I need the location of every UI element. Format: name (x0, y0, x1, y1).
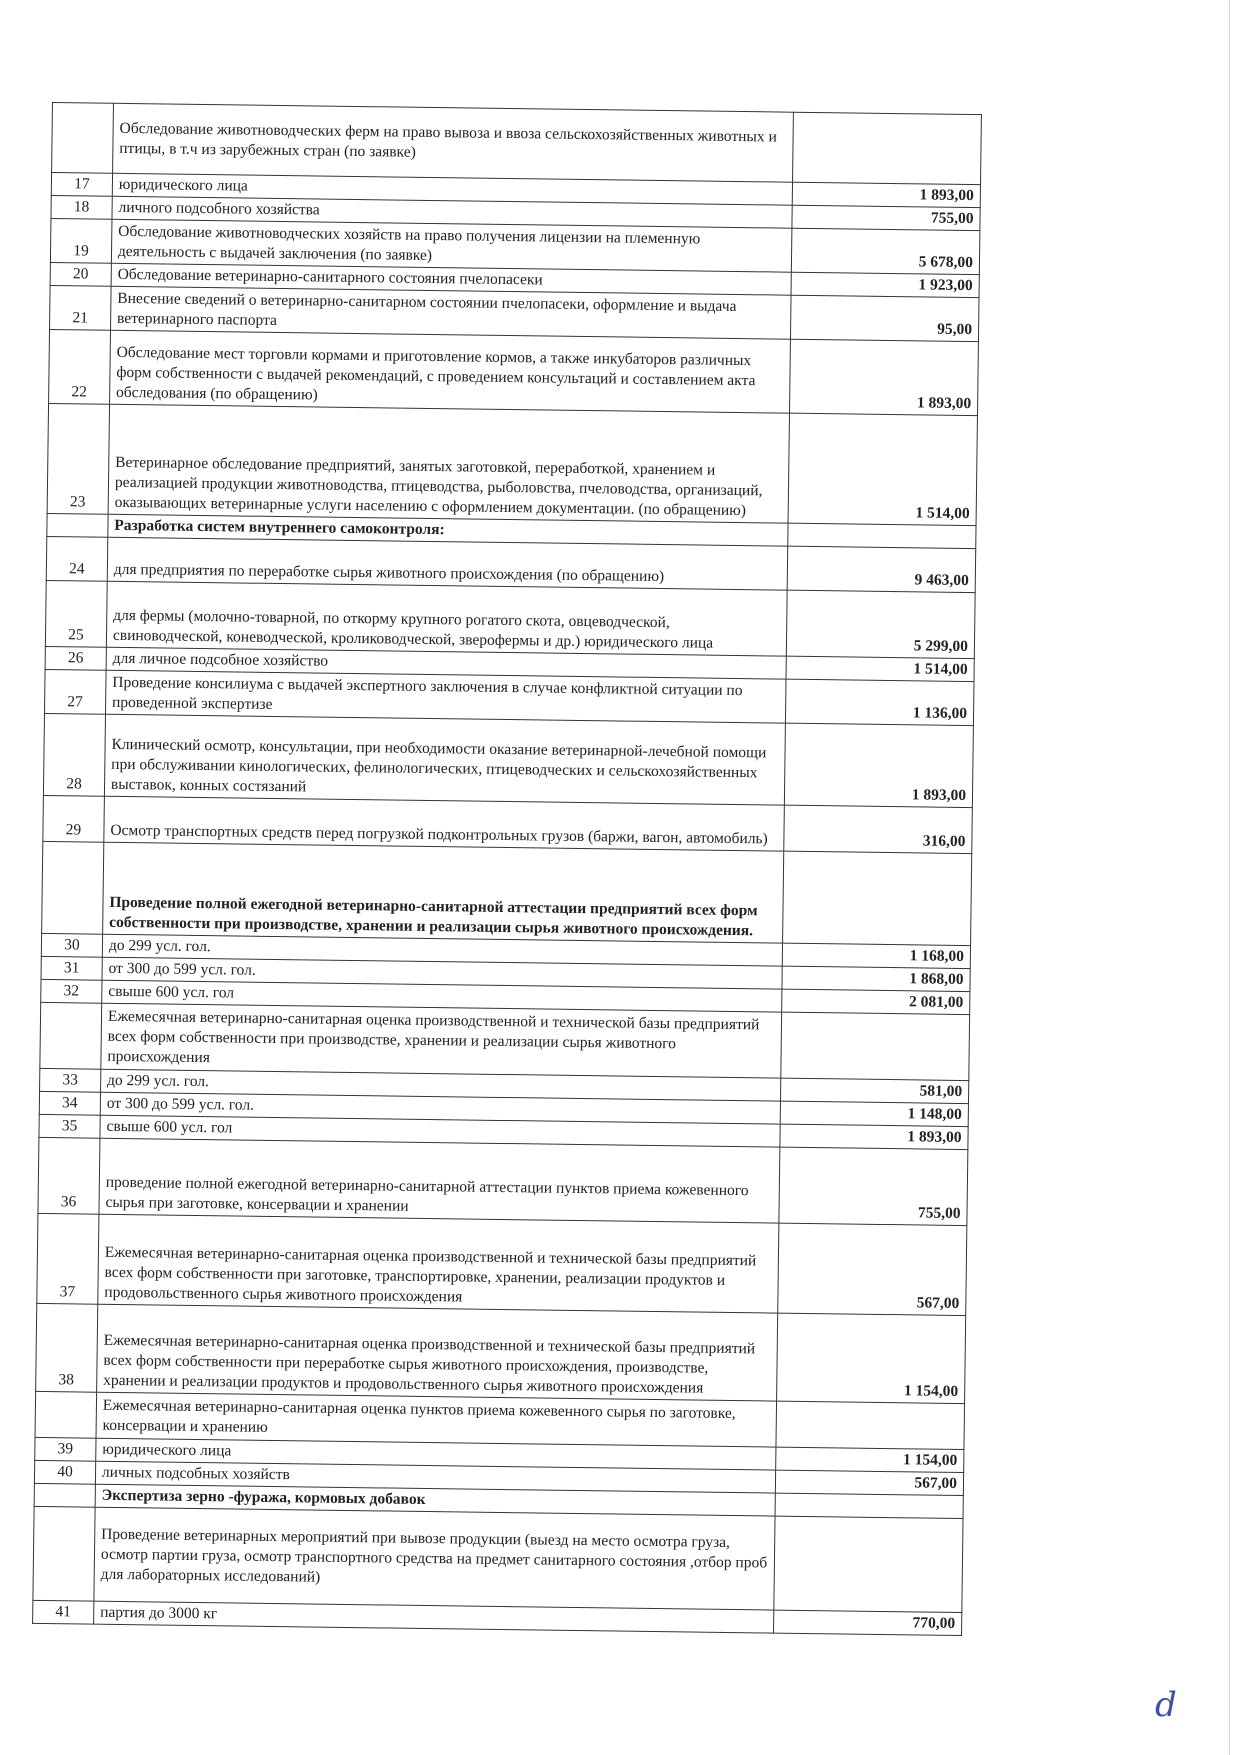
service-description: юридического лица (96, 1438, 776, 1470)
service-price: 1 893,00 (790, 339, 979, 415)
service-description: до 299 усл. гол. (102, 934, 782, 966)
table-row (43, 713, 973, 807)
row-number: 38 (36, 1303, 98, 1392)
service-price: 567,00 (776, 1470, 964, 1495)
service-description: Проведение полной ежегодной ветеринарно-санитарной аттестации предприятий всех форм собственности при производстве, хранении и реализации сырья животного происхождения. (103, 842, 784, 943)
table-row (36, 1303, 966, 1403)
service-description: Ветеринарное обследование предприятий, занятых заготовкой, переработкой, хранением и реализацией продукции животноводства, птицеводства, рыболовства, пчеловодства, организаций, оказывающих ветеринарные услуги населению с оформлением документации. (по обращению) (108, 404, 790, 523)
service-price (776, 1401, 964, 1449)
service-price: 9 463,00 (787, 546, 975, 592)
service-price (788, 523, 976, 548)
service-price (781, 1012, 970, 1080)
row-number: 18 (51, 195, 112, 219)
service-description: Обследование животноводческих ферм на право вывоза и ввоза сельскохозяйственных животных и птицы, в т.ч из зарубежных стран (по заявке) (112, 103, 793, 182)
service-price: 2 081,00 (782, 989, 970, 1014)
row-number (47, 513, 108, 537)
row-number: 17 (51, 173, 112, 197)
row-number: 36 (38, 1137, 100, 1214)
service-price: 1 868,00 (782, 966, 970, 991)
row-number (34, 1483, 95, 1507)
service-description: Обследование животноводческих хозяйств на право получения лицензии на племенную деятельность с выдачей заключения (по заявке) (111, 219, 792, 272)
service-price: 1 168,00 (782, 943, 970, 968)
service-description: Ежемесячная ветеринарно-санитарная оценка пунктов приема кожевенного сырья по заготовке, консервации и хранению (96, 1392, 777, 1447)
service-price: 1 893,00 (785, 723, 974, 807)
row-number: 29 (43, 795, 105, 842)
service-price: 770,00 (774, 1610, 962, 1635)
service-price: 1 154,00 (777, 1313, 966, 1403)
service-price (793, 112, 982, 184)
row-number: 39 (35, 1437, 96, 1461)
service-price: 1 514,00 (786, 656, 974, 681)
row-number: 37 (37, 1213, 99, 1304)
service-price: 1 136,00 (786, 679, 974, 725)
row-number: 21 (50, 285, 111, 330)
sheet-edge-line (1229, 0, 1230, 1755)
service-description: Проведение консилиума с выдачей экспертного заключения в случае конфликтной ситуации по проведенной экспертизе (105, 670, 786, 723)
row-number: 35 (39, 1114, 100, 1138)
service-description: личного подсобного хозяйства (112, 196, 792, 228)
row-number: 30 (41, 933, 102, 957)
service-price: 1 893,00 (792, 182, 980, 207)
table-row (49, 329, 979, 415)
service-description: Обследование мест торговли кормами и приготовление кормов, а также инкубаторов различных форм собственности с выдачей рекомендаций, с проведением консультаций и составлением акта обследования (по обращению) (109, 330, 790, 413)
row-number (42, 841, 104, 934)
table-row (40, 1002, 970, 1080)
row-number: 40 (34, 1460, 95, 1484)
service-description: Разработка систем внутреннего самоконтроля: (108, 514, 788, 546)
row-number: 20 (50, 262, 111, 286)
service-description: Внесение сведений о ветеринарно-санитарном состоянии пчелопасеки, оформление и выдача ветеринарного паспорта (110, 286, 791, 339)
service-description: Экспертиза зерно -фуража, кормовых добавок (95, 1484, 775, 1516)
service-price: 1 154,00 (776, 1447, 964, 1472)
service-price: 316,00 (784, 805, 972, 853)
row-number: 23 (47, 403, 109, 514)
service-description: проведение полной ежегодной ветеринарно-санитарной аттестации пунктов приема кожевенного сырья при заготовке, консервации и хранении (99, 1138, 780, 1223)
row-number (33, 1506, 95, 1601)
service-price (775, 1493, 963, 1518)
service-price: 567,00 (778, 1223, 967, 1315)
service-price (783, 851, 972, 945)
service-description: Осмотр транспортных средств перед погрузкой подконтрольных грузов (баржи, вагон, автомобиль) (104, 796, 785, 851)
row-number: 32 (41, 979, 102, 1003)
row-number: 33 (40, 1068, 101, 1092)
service-price: 581,00 (781, 1078, 969, 1103)
table-row (38, 1137, 968, 1225)
row-number: 26 (45, 646, 106, 670)
table-row (42, 841, 972, 945)
service-price: 1 893,00 (780, 1124, 968, 1149)
service-description: для предприятия по переработке сырья животного происхождения (по обращению) (107, 537, 788, 590)
service-description: до 299 усл. гол. (100, 1069, 780, 1101)
row-number: 24 (46, 536, 107, 581)
service-description: свыше 600 усл. гол (102, 980, 782, 1012)
row-number (40, 1002, 102, 1069)
service-price: 1 514,00 (788, 413, 977, 525)
service-description: свыше 600 усл. гол (100, 1115, 780, 1147)
service-price: 5 299,00 (786, 590, 975, 658)
row-number: 31 (41, 956, 102, 980)
service-description: Проведение ветеринарных мероприятий при вывозе продукции (выезд на место осмотра груза, осмотр партии груза, осмотр транспортного средства на предмет санитарного состояния ,отбор проб для лабораторных исследований) (94, 1507, 775, 1610)
handwritten-mark: d (1155, 1685, 1177, 1725)
service-description: Ежемесячная ветеринарно-санитарная оценка производственной и технической базы предприятий всех форм собственности при производстве, хранении и реализации сырья животного происхождения (101, 1003, 782, 1078)
service-description: Клинический осмотр, консультации, при необходимости оказание ветеринарной-лечебной помощи при обслуживании кинологических, фелинологических, птицеводческих и сельскохозяйственных выставок, конных состязаний (104, 714, 785, 805)
table-row (37, 1213, 967, 1315)
table-row (47, 403, 977, 525)
service-price: 755,00 (779, 1147, 968, 1225)
row-number: 22 (49, 329, 111, 404)
price-list-body (33, 103, 982, 1636)
service-description: для фермы (молочно-товарной, по откорму крупного рогатого скота, овцеводческой, свиноводческой, коневодческой, кролиководческой, зверофермы и др.) юридического лица (106, 581, 787, 656)
service-price: 95,00 (791, 295, 979, 341)
table-row (33, 1506, 963, 1612)
service-description: Ежемесячная ветеринарно-санитарная оценка производственной и технической базы предприятий всех форм собственности при заготовке, транспортировке, хранении, реализации продуктов и продовольственного сырья животного происхождения (98, 1214, 779, 1313)
row-number: 34 (39, 1091, 100, 1115)
service-description: партия до 3000 кг (93, 1601, 773, 1633)
table-row (45, 580, 975, 658)
row-number (35, 1391, 97, 1438)
row-number (52, 103, 114, 174)
service-price: 755,00 (792, 205, 980, 230)
row-number: 41 (33, 1600, 94, 1624)
service-description: Обследование ветеринарно-санитарного состояния пчелопасеки (111, 263, 791, 295)
table-row (52, 103, 982, 185)
service-price: 1 148,00 (780, 1101, 968, 1126)
service-price: 1 923,00 (791, 272, 979, 297)
row-number: 25 (45, 580, 107, 647)
row-number: 28 (43, 713, 105, 796)
price-list-table (32, 102, 982, 1636)
service-description: для личное подсобное хозяйство (106, 647, 786, 679)
service-description: личных подсобных хозяйств (95, 1461, 775, 1493)
row-number: 27 (44, 669, 105, 714)
service-description: Ежемесячная ветеринарно-санитарная оценка производственной и технической базы предприятий всех форм собственности при переработке сырья животного происхождения, производстве, хранении и реализации продуктов и продовольственного сырья животного происхождения (97, 1304, 778, 1401)
row-number: 19 (50, 218, 111, 263)
service-price: 5 678,00 (791, 228, 979, 274)
service-description: юридического лица (112, 173, 792, 205)
service-description: от 300 до 599 усл. гол. (102, 957, 782, 989)
service-description: от 300 до 599 усл. гол. (100, 1092, 780, 1124)
service-price (774, 1516, 963, 1612)
